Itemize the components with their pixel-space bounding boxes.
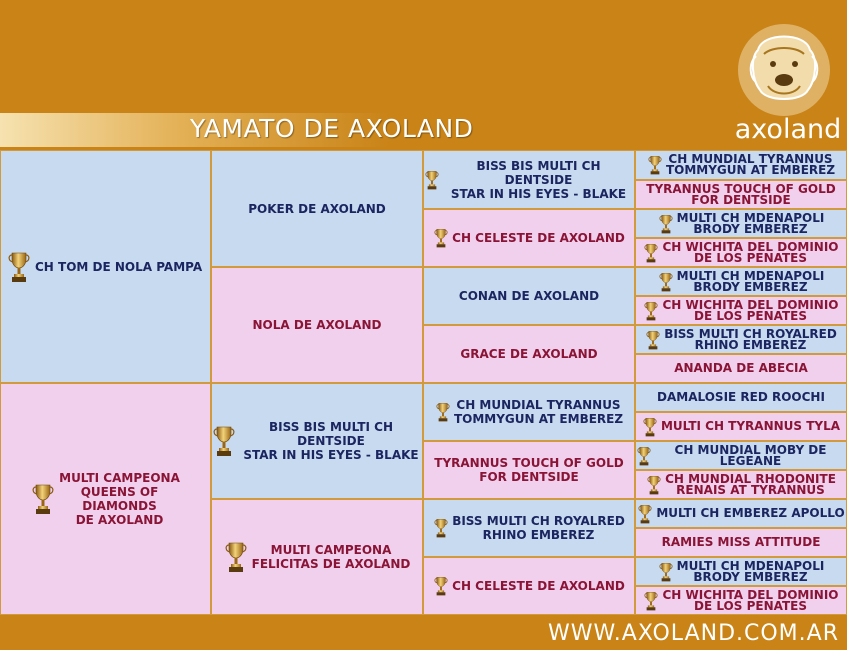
gen3-cell[interactable] [423,441,635,499]
sire-cell[interactable] [0,150,211,383]
gen2-name: NOLA DE AXOLAND [252,318,382,332]
gen4-cell[interactable] [635,528,847,557]
gen4-cell[interactable] [635,499,847,528]
gen4-cell[interactable] [635,209,847,238]
gen4-cell[interactable] [635,180,847,209]
trophy-icon [224,541,248,573]
gen4-name: MULTI CH TYRANNUS TYLA [660,419,841,433]
gen3-name: GRACE DE AXOLAND [460,347,598,361]
trophy-icon [647,155,663,175]
gen4-name: BISS MULTI CH ROYALRED RHINO EMBEREZ [664,326,837,352]
gen3-name: CH CELESTE DE AXOLAND [452,579,625,593]
gen4-cell[interactable] [635,412,847,441]
trophy-icon [435,402,451,422]
gen4-cell[interactable] [635,557,847,586]
gen2-name: POKER DE AXOLAND [248,201,386,216]
gen3-name: CONAN DE AXOLAND [458,289,600,303]
page-title: YAMATO DE AXOLAND [190,114,474,143]
gen4-name: CH MUNDIAL MOBY DE LEGEANE [674,442,827,468]
trophy-icon [646,475,662,495]
gen4-name: MULTI CH MDENAPOLI BRODY EMBEREZ [676,210,825,236]
gen4-name: CH WICHITA DEL DOMINIO DE LOS PENATES [662,297,839,323]
gen4-name: ANANDA DE ABECIA [674,361,808,375]
trophy-icon [658,562,674,582]
trophy-icon [643,243,659,263]
gen3-name: CH CELESTE DE AXOLAND [452,231,625,245]
gen3-cell[interactable] [423,325,635,383]
sire-name: CH TOM DE NOLA PAMPA [35,259,203,274]
gen4-name: MULTI CH EMBEREZ APOLLO [656,506,845,520]
trophy-icon [658,214,674,234]
gen4-name: CH MUNDIAL TYRANNUS TOMMYGUN AT EMBEREZ [665,152,836,177]
gen4-cell[interactable] [635,325,847,354]
gen4-name: DAMALOSIE RED ROOCHI [657,390,825,404]
gen4-cell[interactable] [635,383,847,412]
gen4-cell[interactable] [635,441,847,470]
trophy-icon [433,228,449,248]
dam-name: MULTI CAMPEONA QUEENS OF DIAMONDS DE AXOLAND [59,471,180,527]
gen4-name: CH WICHITA DEL DOMINIO DE LOS PENATES [662,239,839,265]
gen4-cell[interactable] [635,586,847,615]
gen4-name: MULTI CH MDENAPOLI BRODY EMBEREZ [676,558,825,584]
gen4-name: MULTI CH MDENAPOLI BRODY EMBEREZ [676,268,825,294]
trophy-icon [658,272,674,292]
gen4-cell[interactable] [635,354,847,383]
gen3-name: BISS BIS MULTI CH DENTSIDE STAR IN HIS EYES - BLAKE [450,158,627,201]
gen3-cell[interactable] [423,499,635,557]
gen4-cell[interactable] [635,267,847,296]
gen2-cell[interactable] [211,499,423,615]
gen2-cell[interactable] [211,267,423,383]
gen3-cell[interactable] [423,150,635,209]
trophy-icon [7,251,31,283]
pedigree-grid [0,150,847,615]
gen3-name: TYRANNUS TOUCH OF GOLD FOR DENTSIDE [434,456,624,484]
gen2-cell[interactable] [211,383,423,499]
trophy-icon [433,518,449,538]
gen4-cell[interactable] [635,470,847,499]
gen3-name: BISS MULTI CH ROYALRED RHINO EMBEREZ [452,514,625,542]
gen2-name: MULTI CAMPEONA FELICITAS DE AXOLAND [251,543,411,571]
website-link[interactable]: WWW.AXOLAND.COM.AR [548,621,839,646]
gen3-cell[interactable] [423,383,635,441]
trophy-icon [643,301,659,321]
trophy-icon [424,170,440,190]
gen4-name: RAMIES MISS ATTITUDE [661,535,821,549]
gen4-name: CH MUNDIAL RHODONITE RENAIS AT TYRANNUS [665,471,836,497]
trophy-icon [642,417,658,437]
trophy-icon [433,576,449,596]
gen3-name: CH MUNDIAL TYRANNUS TOMMYGUN AT EMBEREZ [453,398,624,426]
trophy-icon [212,425,236,457]
gen4-name: CH WICHITA DEL DOMINIO DE LOS PENATES [662,587,839,613]
trophy-icon [645,330,661,350]
gen4-cell[interactable] [635,150,847,180]
trophy-icon [643,591,659,611]
gen2-name: BISS BIS MULTI CH DENTSIDE STAR IN HIS EYES - BLAKE [243,420,419,462]
gen4-cell[interactable] [635,238,847,267]
gen4-cell[interactable] [635,296,847,325]
gen3-cell[interactable] [423,209,635,267]
trophy-icon [31,483,55,515]
gen4-name: TYRANNUS TOUCH OF GOLD FOR DENTSIDE [646,181,836,207]
logo-wordmark[interactable]: axoland [734,114,842,145]
gen3-cell[interactable] [423,557,635,615]
trophy-icon [637,504,653,524]
gen2-cell[interactable] [211,150,423,267]
trophy-icon [636,446,652,466]
dam-cell[interactable] [0,383,211,615]
gen3-cell[interactable] [423,267,635,325]
